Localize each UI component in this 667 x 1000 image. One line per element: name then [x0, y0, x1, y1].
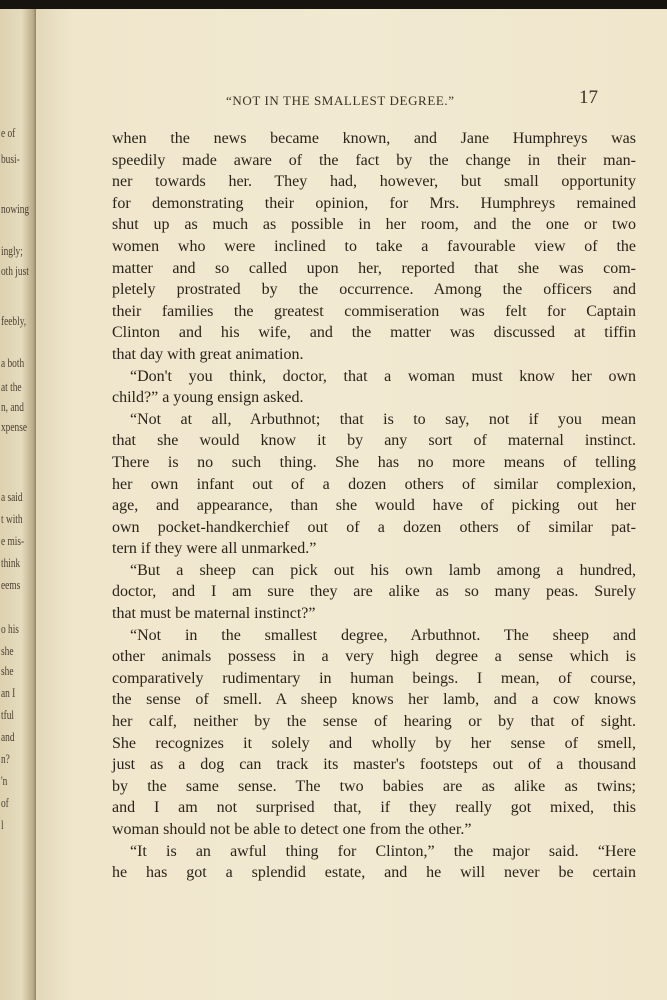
text-line: child?” a young ensign asked.: [112, 389, 304, 407]
text-line: her own infant out of a dozen others of similar complexion,: [112, 475, 636, 493]
facing-page-fragment: o his: [1, 621, 19, 636]
scan-top-border: [0, 0, 667, 9]
facing-page-fragment: n, and: [1, 399, 24, 414]
body-text: [112, 128, 636, 884]
text-line: and I am not surprised that, if they really got mixed, this: [112, 799, 636, 817]
text-line: he has got a splendid estate, and he will never be certain: [112, 864, 636, 882]
text-line: other animals possess in a very high degree a sense which is: [112, 648, 636, 666]
text-line: comparatively rudimentary in human beings. I mean, of course,: [112, 669, 636, 687]
text-line: shut up as much as possible in her room, and the one or two: [112, 216, 636, 234]
text-line: There is no such thing. She has no more means of telling: [112, 453, 636, 471]
facing-page-fragment: tful: [1, 707, 15, 722]
text-line: Clinton and his wife, and the matter was discussed at tiffin: [112, 324, 636, 342]
text-line: pletely prostrated by the occurrence. Among the officers and: [112, 281, 636, 299]
text-line: women who were inclined to take a favourable view of the: [112, 237, 636, 255]
page-number: 17: [579, 87, 598, 108]
facing-page-fragment: eems: [1, 577, 21, 592]
text-line: that day with great animation.: [112, 345, 304, 363]
text-line: by the same sense. The two babies are as alike as twins;: [112, 777, 636, 795]
text-line: age, and appearance, than she would have of picking out her: [112, 497, 636, 515]
text-line: that she would know it by any sort of maternal instinct.: [112, 432, 636, 450]
text-line: tern if they were all unmarked.”: [112, 540, 317, 558]
facing-page-fragment: ingly;: [1, 243, 23, 258]
text-line: their families the greatest commiseration was felt for Captain: [112, 302, 636, 320]
text-line: “Not in the smallest degree, Arbuthnot. The sheep and: [130, 626, 636, 644]
facing-page-fragment: nowing: [1, 201, 30, 216]
text-line: She recognizes it solely and wholly by her sense of smell,: [112, 734, 636, 752]
facing-page-fragment: t with: [1, 511, 23, 526]
text-line: “Not at all, Arbuthnot; that is to say, not if you mean: [130, 410, 636, 428]
facing-page-fragment: n?: [1, 751, 10, 766]
facing-page-fragment: she: [1, 663, 14, 678]
facing-page-fragment: 'n: [1, 773, 8, 788]
text-line: the sense of smell. A sheep knows her lamb, and a cow knows: [112, 691, 636, 709]
facing-page-fragment: e of: [1, 125, 16, 140]
text-line: doctor, and I am sure they are alike as so many peas. Surely: [112, 583, 636, 601]
running-title: “NOT IN THE SMALLEST DEGREE.”: [226, 93, 455, 108]
facing-page-fragment: feebly,: [1, 313, 27, 328]
text-line: woman should not be able to detect one from the other.”: [112, 821, 472, 838]
facing-page-fragment: xpense: [1, 419, 27, 434]
facing-page-fragment: at the: [1, 379, 22, 394]
text-line: speedily made aware of the fact by the change in their man-: [112, 151, 636, 169]
text-line: matter and so called upon her, reported that she was com-: [112, 259, 636, 277]
text-line: when the news became known, and Jane Humphreys was: [112, 130, 636, 147]
text-line: ner towards her. They had, however, but small opportunity: [112, 173, 636, 191]
facing-page-fragment: a said: [1, 489, 23, 504]
facing-page-edge: [0, 9, 36, 1000]
facing-page-fragment: oth just: [1, 263, 29, 278]
facing-page-fragment: l: [1, 817, 4, 832]
book-page: [36, 9, 667, 1000]
text-line: just as a dog can track its master's footsteps out of a thousand: [112, 756, 636, 774]
facing-page-fragment: think: [1, 555, 21, 570]
text-line: “It is an awful thing for Clinton,” the major said. “Here: [130, 842, 636, 860]
text-line: for demonstrating their opinion, for Mrs. Humphreys remained: [112, 194, 636, 212]
text-line: her calf, neither by the sense of hearing or by that of sight.: [112, 713, 636, 731]
facing-page-fragment: busi-: [1, 151, 20, 166]
facing-page-fragment: of: [1, 795, 9, 810]
text-line: “Don't you think, doctor, that a woman must know her own: [130, 367, 636, 385]
facing-page-fragment: a both: [1, 355, 25, 370]
facing-page-fragment: e mis-: [1, 533, 25, 548]
facing-page-fragment: and: [1, 729, 15, 744]
facing-page-fragment: she: [1, 643, 14, 658]
text-line: that must be maternal instinct?”: [112, 605, 316, 623]
text-line: own pocket-handkerchief out of a dozen others of similar pat-: [112, 518, 636, 536]
facing-page-fragment: an I: [1, 685, 16, 700]
running-head: [36, 87, 667, 115]
text-line: “But a sheep can pick out his own lamb among a hundred,: [130, 561, 636, 579]
